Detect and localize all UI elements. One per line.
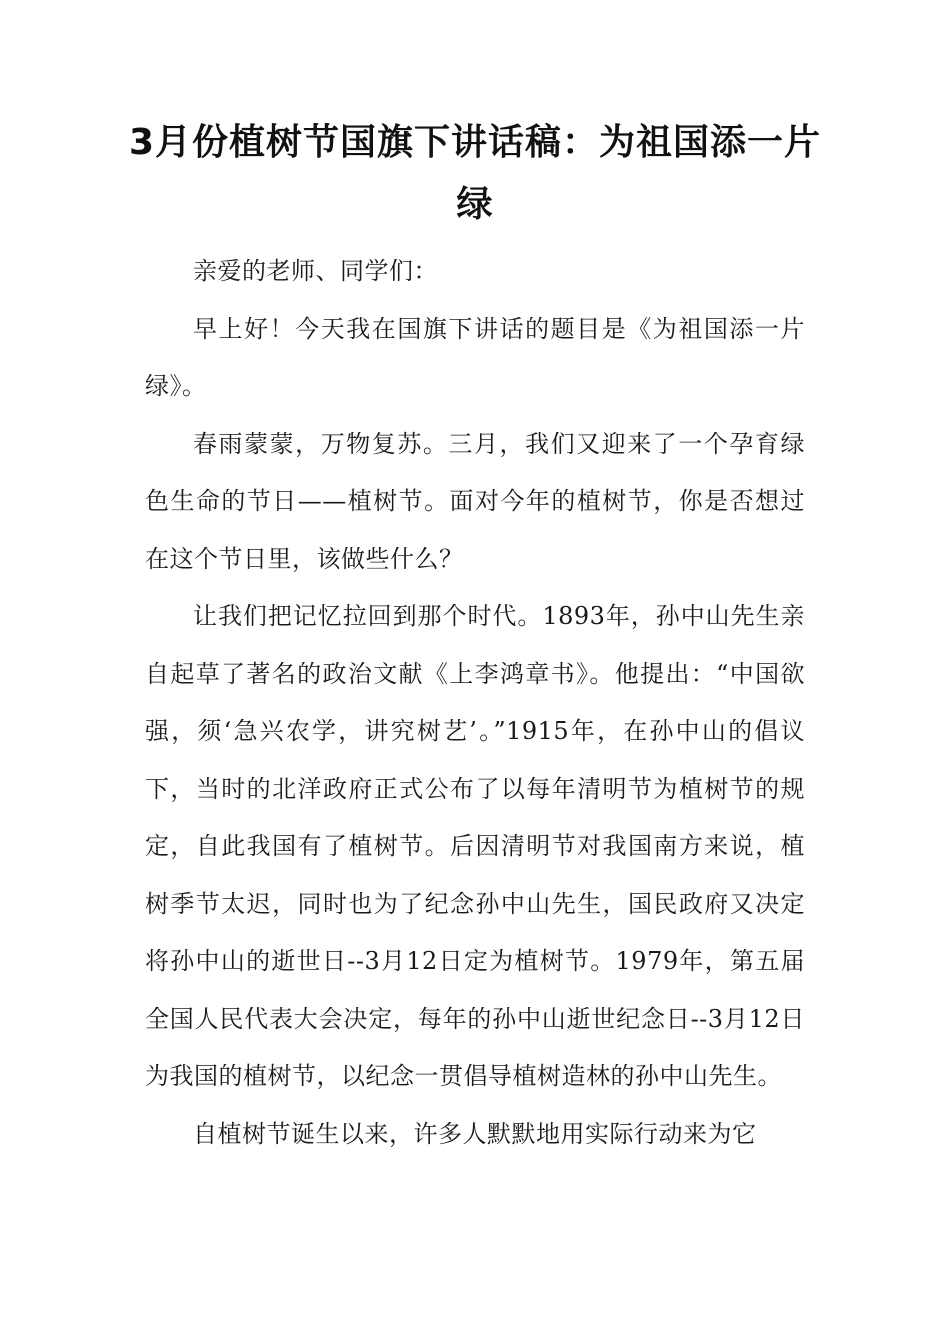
- document-title: 3月份植树节国旗下讲话稿：为祖国添一片绿: [128, 122, 822, 225]
- paragraph-since: 自植树节诞生以来，许多人默默地用实际行动来为它: [193, 1119, 757, 1148]
- paragraph-spring: 春雨蒙蒙，万物复苏。三月，我们又迎来了一个孕育绿色生命的节日——植树节。面对今年的植树节，你是否想过在这个节日里，该做些什么？: [145, 429, 805, 573]
- document-body: [145, 243, 805, 1163]
- paragraph-opening: 早上好！今天我在国旗下讲话的题目是《为祖国添一片绿》。: [145, 314, 805, 400]
- paragraph-history: 让我们把记忆拉回到那个时代。1893年，孙中山先生亲自起草了著名的政治文献《上李鸿章书》。他提出：“中国欲强，须‘急兴农学，讲究树艺’。”1915年，在孙中山的倡议下，当时的北洋政府正式公布了以每年清明节为植树节的规定，自此我国有了植树节。后因清明节对我国南方来说，植树季节太迟，同时也为了纪念孙中山先生，国民政府又决定将孙中山的逝世日--3月12日定为植树节。1979年，第五届全国人民代表大会决定，每年的孙中山逝世纪念日--3月12日为我国的植树节，以纪念一贯倡导植树造林的孙中山先生。: [145, 602, 805, 1090]
- paragraph-greeting: 亲爱的老师、同学们：: [193, 257, 438, 285]
